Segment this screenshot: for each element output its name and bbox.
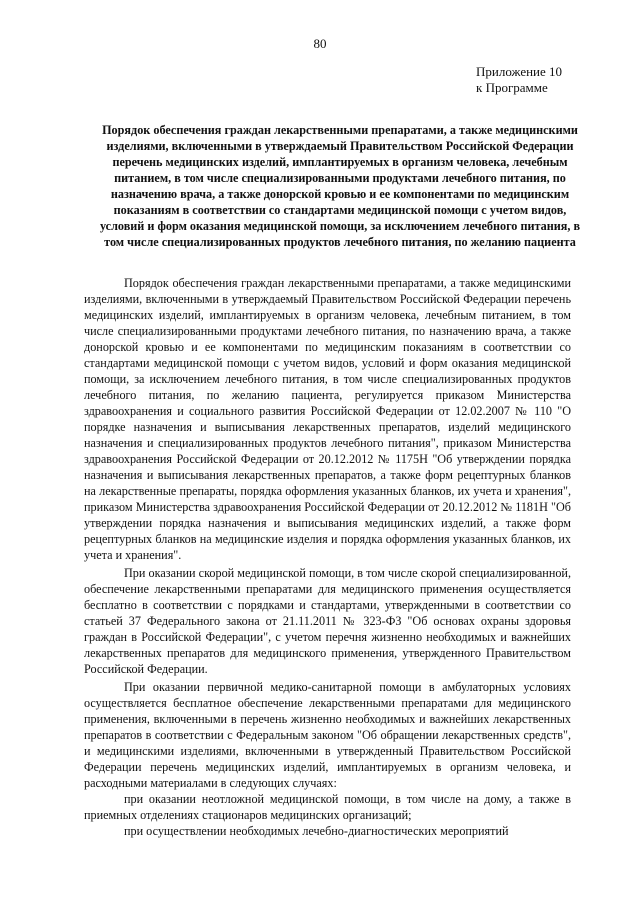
page-number: 80	[313, 36, 327, 51]
appendix-line-1: Приложение 10	[476, 64, 563, 79]
paragraph-diagnostics: при осуществлении необходимых лечебно-диагностических мероприятий	[124, 824, 509, 838]
paragraph-primary-care: При оказании первичной медико-санитарной помощи в амбулаторных условиях осуществляется бесплатное обеспечение лекарственными препаратами для медицинского применения, включенными в перечень жизненно необходимых и важнейших лекарственных препаратов в соответствии с Федеральным законом "Об обращении лекарственных средств", и медицинскими изделиями, включенными в утвержденный Правительством Российской Федерации перечень медицинских изделий, имплантируемых в организм человека, и расходными материалами в следующих случаях:	[84, 680, 571, 790]
appendix-line-2: к Программе	[476, 80, 548, 95]
document-body	[84, 275, 571, 839]
paragraph-intro: Порядок обеспечения граждан лекарственными препаратами, а также медицинскими изделиями, включенными в утверждаемый Правительством Российской Федерации перечень медицинских изделий, имплантируемых в организм человека, лечебным питанием, в том числе специализированными продуктами лечебного питания, по назначению врача, а также донорской кровью и ее компонентами по медицинским показаниям в соответствии со стандартами медицинской помощи с учетом видов, условий и форм оказания медицинской помощи, за исключением лечебного питания, в том числе специализированных продуктов лечебного питания, по желанию пациента, регулируется приказом Министерства здравоохранения и социального развития Российской Федерации от 12.02.2007 № 110 "О порядке назначения и выписывания лекарственных препаратов, изделий медицинского назначения и специализированных продуктов лечебного питания", приказом Министерства здравоохранения Российской Федерации от 20.12.2012 № 1175Н "Об утверждении порядка назначения и выписывания лекарственных препаратов, а также форм рецептурных бланков на лекарственные препараты, порядка оформления указанных бланков, их учета и хранения", приказом Министерства здравоохранения Российской Федерации от 20.12.2012 № 1181Н "Об утверждении порядка назначения и выписывания медицинских изделий, а также форм рецептурных бланков на медицинские изделия и порядка оформления указанных бланков, их учета и хранения".	[84, 276, 571, 562]
document-title: Порядок обеспечения граждан лекарственными препаратами, а также медицинскими изделиями, включенными в утверждаемый Правительством Российской Федерации перечень медицинских изделий, имплантируемых в организм человека, лечебным питанием, в том числе специализированными продуктами лечебного питания, по назначению врача, а также донорской кровью и ее компонентами по медицинским показаниям в соответствии со стандартами медицинской помощи с учетом видов, условий и форм оказания медицинской помощи, за исключением лечебного питания, в том числе специализированных продуктов лечебного питания, по желанию пациента	[99, 123, 581, 249]
paragraph-urgent-care: при оказании неотложной медицинской помощи, в том числе на дому, а также в приемных отделениях стационаров медицинских организаций;	[84, 792, 571, 822]
paragraph-emergency-care: При оказании скорой медицинской помощи, в том числе скорой специализированной, обеспечение лекарственными препаратами для медицинского применения осуществляется бесплатно в соответствии с порядками и стандартами, утвержденными в соответствии со статьей 37 Федерального закона от 21.11.2011 № 323-ФЗ "Об основах охраны здоровья граждан в Российской Федерации", с учетом перечня жизненно необходимых и важнейших лекарственных препаратов для медицинского применения, утвержденного Правительством Российской Федерации.	[84, 566, 571, 676]
appendix-label	[476, 64, 562, 96]
